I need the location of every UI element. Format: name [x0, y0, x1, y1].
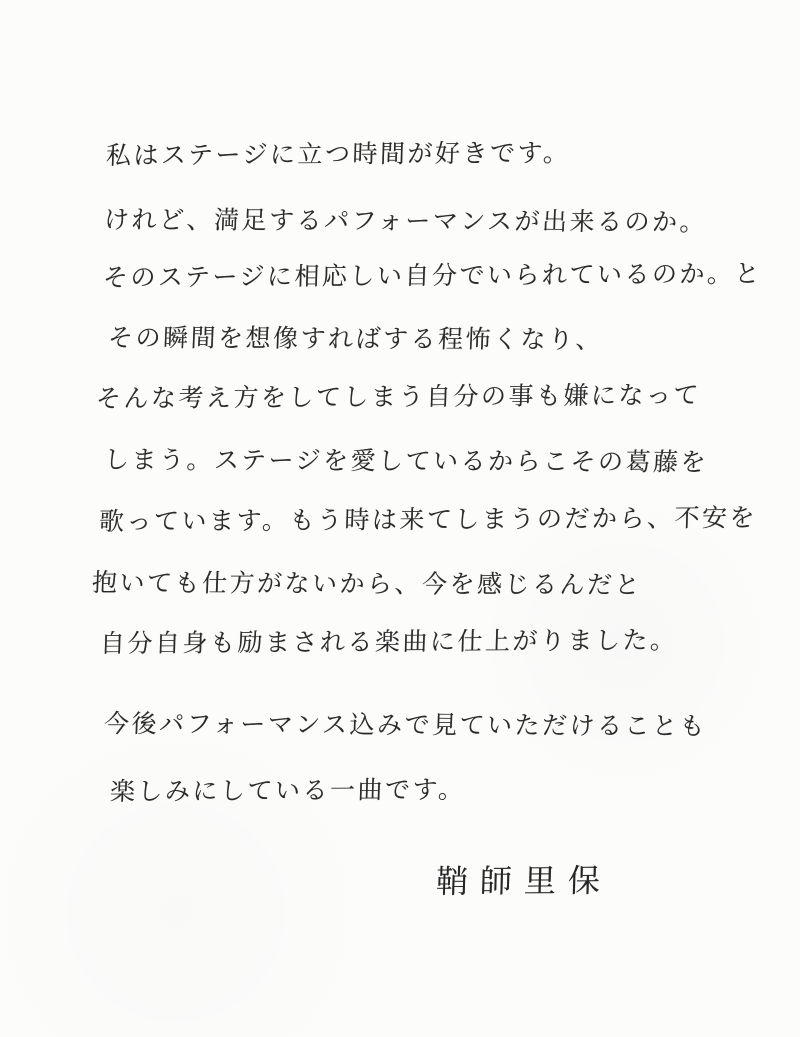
- handwritten-line: 今後パフォーマンス込みで見ていただけることも: [103, 709, 708, 741]
- handwritten-line: 抱いても仕方がないから、今を感じるんだと: [91, 568, 643, 600]
- handwritten-line: そのステージに相応しい自分でいられているのか。と: [102, 258, 763, 293]
- handwritten-line: 楽しみにしている一曲です。: [109, 774, 466, 807]
- handwritten-line: けれど、満足するパフォーマンスが出来るのか。: [103, 205, 708, 237]
- handwritten-line: しまう。ステージを愛しているからこその葛藤を: [103, 445, 709, 477]
- handwritten-line: そんな考え方をしてしまう自分の事も嫌になって: [95, 380, 702, 414]
- signature: 鞘師里保: [435, 861, 613, 901]
- handwritten-line: その瞬間を想像すればする程怖くなり、: [107, 323, 604, 355]
- handwritten-line: 私はステージに立つ時間が好きです。: [105, 138, 571, 171]
- handwritten-line: 自分自身も励まされる楽曲に仕上がりました。: [99, 625, 678, 659]
- handwritten-line: 歌っています。もう時は来てしまうのだから、不安を: [98, 502, 758, 537]
